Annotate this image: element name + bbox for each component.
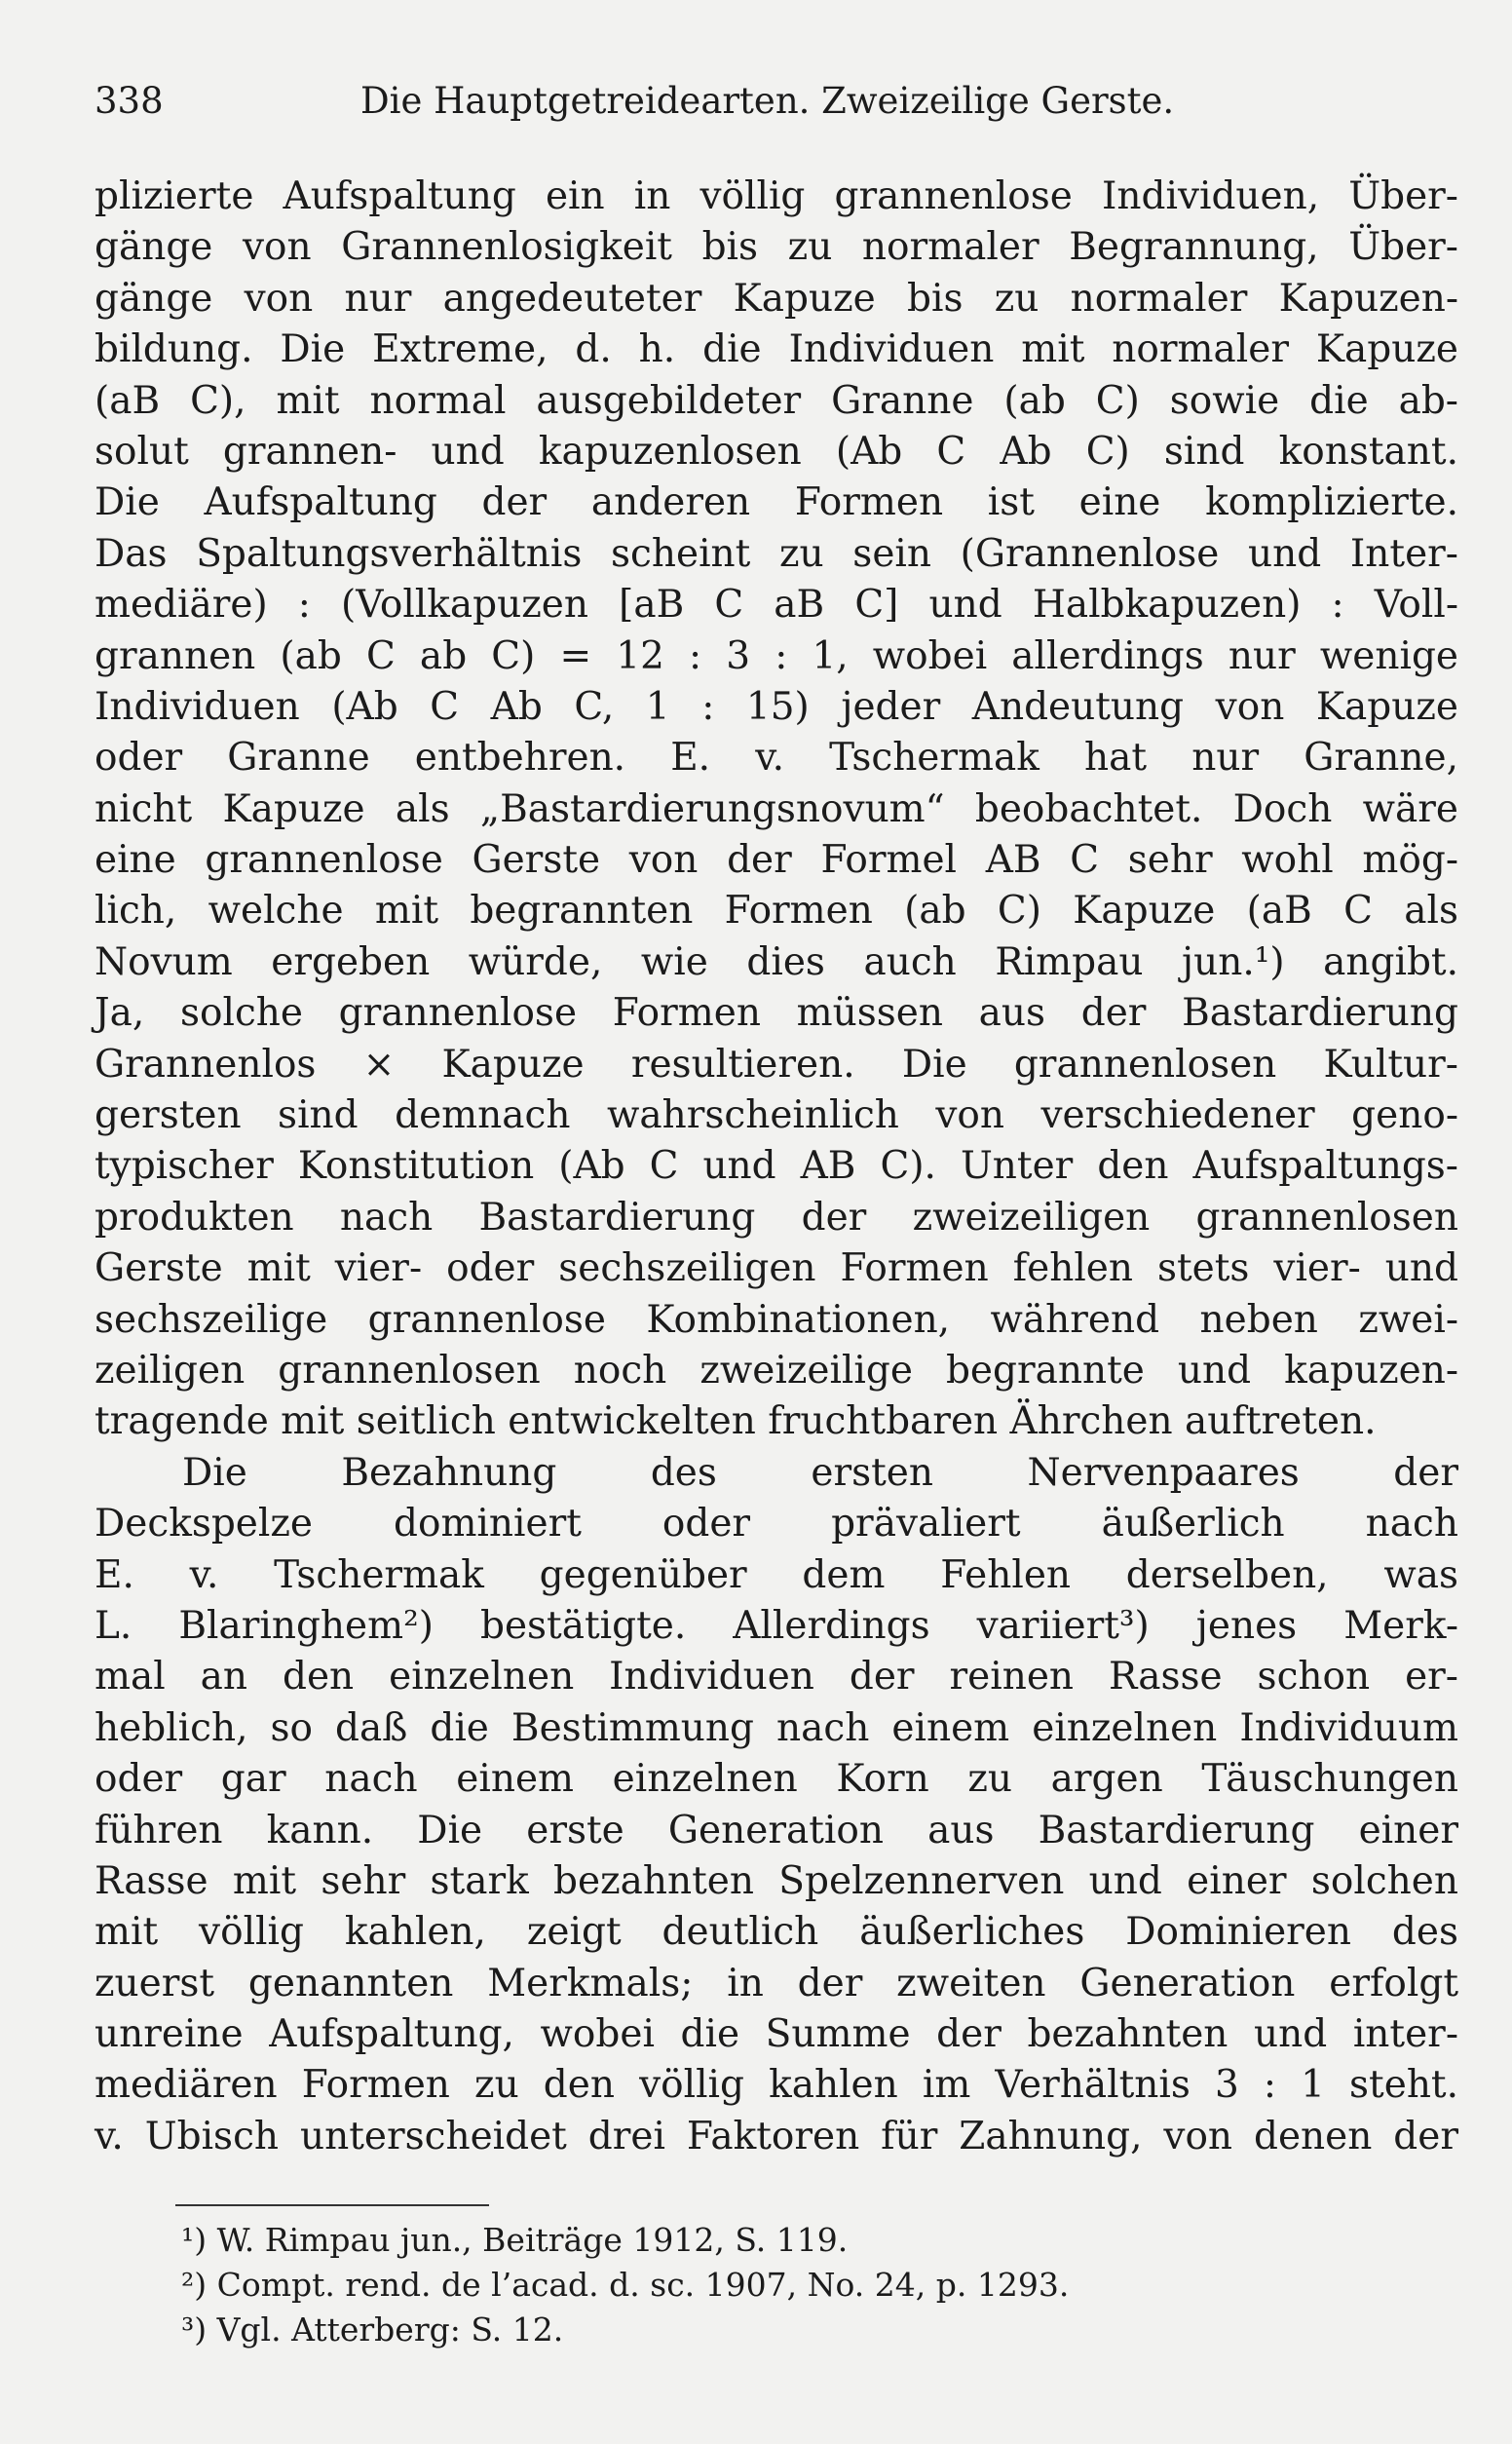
text-line: mediäre) : (Vollkapuzen [aB C aB C] und Halbkapuzen) : Voll- xyxy=(94,583,1458,628)
text-line: tragende mit seitlich entwickelten fruchtbaren Ährchen auftreten. xyxy=(94,1399,1377,1444)
text-line: oder gar nach einem einzelnen Korn zu argen Täuschungen xyxy=(94,1757,1458,1802)
paragraph-start-line: Die Bezahnung des ersten Nervenpaares der xyxy=(182,1450,1458,1495)
footnote-divider xyxy=(175,2204,489,2206)
text-line: Grannenlos × Kapuze resultieren. Die grannenlosen Kultur- xyxy=(94,1042,1458,1087)
text-line: gänge von nur angedeuteter Kapuze bis zu normaler Kapuzen- xyxy=(94,276,1458,321)
text-line: lich, welche mit begrannten Formen (ab C) Kapuze (aB C als xyxy=(94,889,1458,934)
text-line: typischer Konstitution (Ab C und AB C). Unter den Aufspaltungs- xyxy=(94,1144,1458,1189)
text-line: Individuen (Ab C Ab C, 1 : 15) jeder Andeutung von Kapuze xyxy=(94,684,1458,729)
text-line: v. Ubisch unterscheidet drei Faktoren für Zahnung, von denen der xyxy=(94,2114,1458,2158)
text-line: oder Granne entbehren. E. v. Tschermak hat nur Granne, xyxy=(94,736,1458,781)
footnote-2: ²) Compt. rend. de l’acad. d. sc. 1907, No. 24, p. 1293. xyxy=(181,2266,1070,2304)
text-line: führen kann. Die erste Generation aus Bastardierung einer xyxy=(94,1808,1458,1852)
text-line: zuerst genannten Merkmals; in der zweiten Generation erfolgt xyxy=(94,1961,1458,2005)
text-line: zeiligen grannenlosen noch zweizeilige begrannte und kapuzen- xyxy=(94,1348,1458,1393)
text-line: Das Spaltungsverhältnis scheint zu sein (Grannenlose und Inter- xyxy=(94,531,1458,576)
text-line: solut grannen- und kapuzenlosen (Ab C Ab C) sind konstant. xyxy=(94,429,1458,474)
text-line: bildung. Die Extreme, d. h. die Individuen mit normaler Kapuze xyxy=(94,327,1458,372)
text-line: E. v. Tschermak gegenüber dem Fehlen derselben, was xyxy=(94,1552,1458,1597)
text-line: sechszeilige grannenlose Kombinationen, während neben zwei- xyxy=(94,1297,1458,1342)
footnote-3: ³) Vgl. Atterberg: S. 12. xyxy=(181,2310,564,2349)
text-line: Deckspelze dominiert oder prävaliert äußerlich nach xyxy=(94,1502,1458,1547)
text-line: gersten sind demnach wahrscheinlich von verschiedener geno- xyxy=(94,1093,1458,1138)
text-line: produkten nach Bastardierung der zweizeiligen grannenlosen xyxy=(94,1195,1458,1240)
text-line: mit völlig kahlen, zeigt deutlich äußerliches Dominieren des xyxy=(94,1910,1458,1955)
footnotes xyxy=(181,2218,1253,2352)
text-line: unreine Aufspaltung, wobei die Summe der bezahnten und inter- xyxy=(94,2012,1458,2057)
text-line: plizierte Aufspaltung ein in völlig grannenlose Individuen, Über- xyxy=(94,174,1458,218)
text-line: gänge von Grannenlosigkeit bis zu normaler Begrannung, Über- xyxy=(94,225,1458,270)
running-header xyxy=(94,80,1456,129)
page-number: 338 xyxy=(94,80,164,122)
text-line: Ja, solche grannenlose Formen müssen aus der Bastardierung xyxy=(94,991,1458,1036)
body-text xyxy=(94,172,1458,2162)
running-title: Die Hauptgetreidearten. Zweizeilige Gerste. xyxy=(360,80,1175,122)
text-line: Gerste mit vier- oder sechszeiligen Formen fehlen stets vier- und xyxy=(94,1246,1458,1291)
text-line: Rasse mit sehr stark bezahnten Spelzennerven und einer solchen xyxy=(94,1858,1458,1903)
text-line: (aB C), mit normal ausgebildeter Granne (ab C) sowie die ab- xyxy=(94,378,1458,423)
footnote-1: ¹) W. Rimpau jun., Beiträge 1912, S. 119. xyxy=(181,2221,849,2259)
text-line: nicht Kapuze als „Bastardierungsnovum“ beobachtet. Doch wäre xyxy=(94,786,1458,831)
text-line: grannen (ab C ab C) = 12 : 3 : 1, wobei allerdings nur wenige xyxy=(94,633,1458,678)
text-line: L. Blaringhem²) bestätigte. Allerdings variiert³) jenes Merk- xyxy=(94,1603,1458,1648)
text-line: heblich, so daß die Bestimmung nach einem einzelnen Individuum xyxy=(94,1705,1458,1750)
text-line: mediären Formen zu den völlig kahlen im Verhältnis 3 : 1 steht. xyxy=(94,2063,1458,2108)
text-line: Die Aufspaltung der anderen Formen ist eine komplizierte. xyxy=(94,480,1458,525)
text-line: Novum ergeben würde, wie dies auch Rimpau jun.¹) angibt. xyxy=(94,939,1458,984)
text-line: mal an den einzelnen Individuen der reinen Rasse schon er- xyxy=(94,1655,1458,1699)
text-line: eine grannenlose Gerste von der Formel AB C sehr wohl mög- xyxy=(94,838,1458,883)
